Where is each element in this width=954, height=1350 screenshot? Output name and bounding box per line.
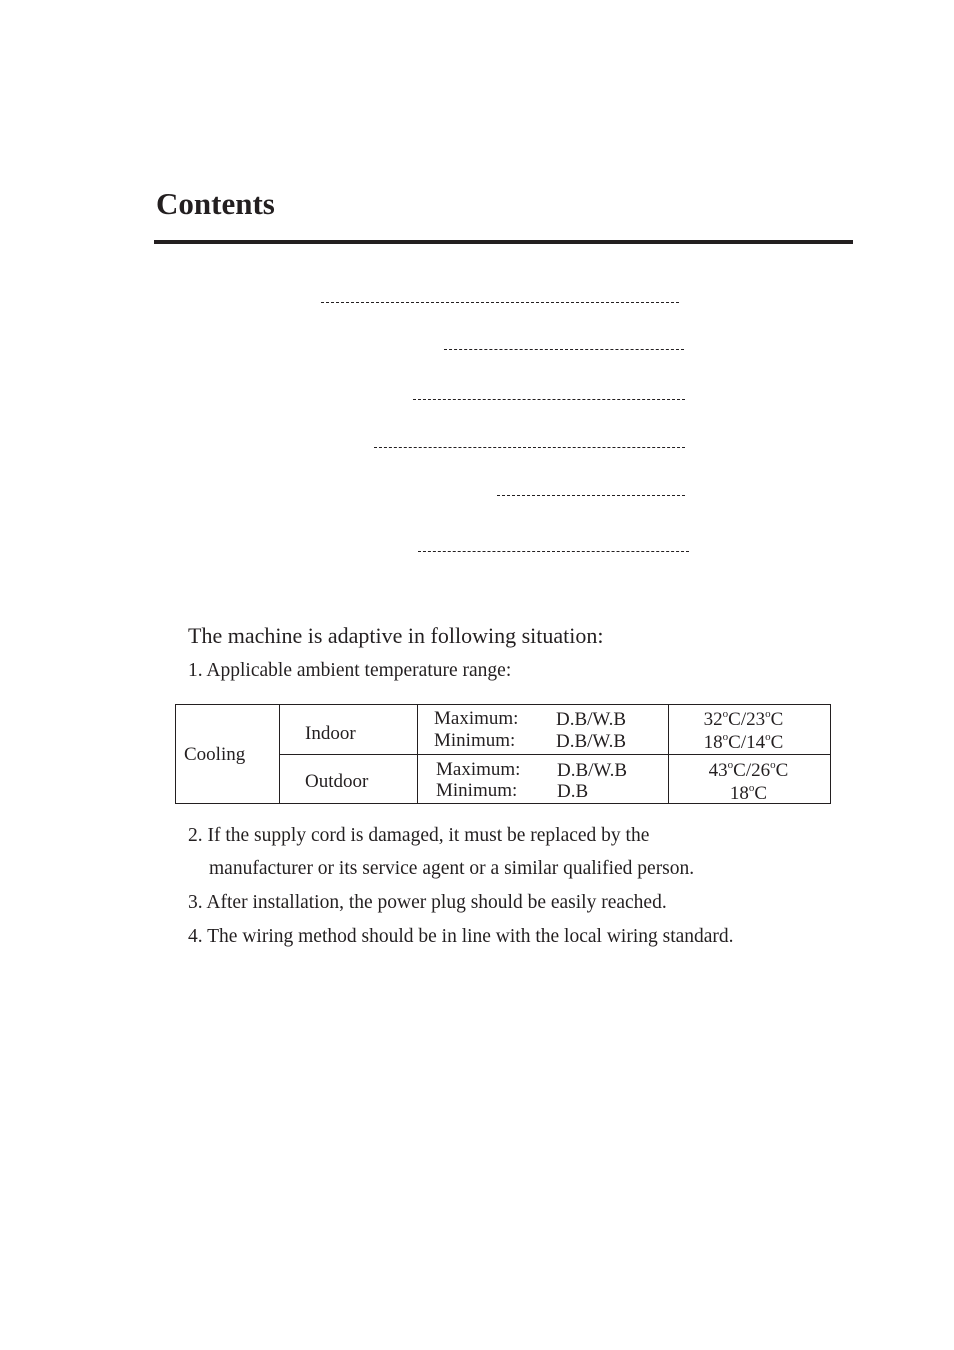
location-cell: Outdoor [305, 771, 369, 792]
max-type: D.B/W.B [556, 709, 627, 730]
toc-leader [444, 349, 684, 350]
min-type: D.B/W.B [556, 731, 627, 752]
max-temp: 32$^o$C/23$^o$C [703, 708, 784, 730]
toc-leader [497, 495, 685, 496]
max-temp: 43$^o$C/26$^o$C [708, 759, 789, 781]
page-title: Contents [156, 186, 275, 221]
title-rule [154, 240, 853, 244]
toc-leader [413, 399, 685, 400]
min-temp: 18$^o$C/14$^o$C [703, 731, 784, 753]
item-2-line-1: 2. If the supply cord is damaged, it must be replaced by the [188, 825, 650, 846]
min-temp: 18$^o$C [729, 782, 768, 804]
toc-leader [321, 302, 679, 303]
location-cell: Indoor [305, 723, 356, 744]
max-label: Maximum: [434, 708, 519, 729]
min-label: Minimum: [434, 730, 516, 751]
item-3: 3. After installation, the power plug should be easily reached. [188, 892, 667, 913]
toc-leader [374, 447, 685, 448]
item-2-line-2: manufacturer or its service agent or a similar qualified person. [209, 858, 695, 879]
intro-text: The machine is adaptive in following situation: [188, 623, 604, 648]
min-type: D.B [557, 781, 589, 802]
temperature-range-table [175, 704, 831, 804]
max-label: Maximum: [436, 759, 521, 780]
item-1: 1. Applicable ambient temperature range: [188, 660, 512, 681]
item-4: 4. The wiring method should be in line with the local wiring standard. [188, 926, 734, 947]
max-type: D.B/W.B [557, 760, 628, 781]
toc-leader [418, 551, 689, 552]
min-label: Minimum: [436, 780, 518, 801]
mode-cell: Cooling [184, 744, 246, 765]
